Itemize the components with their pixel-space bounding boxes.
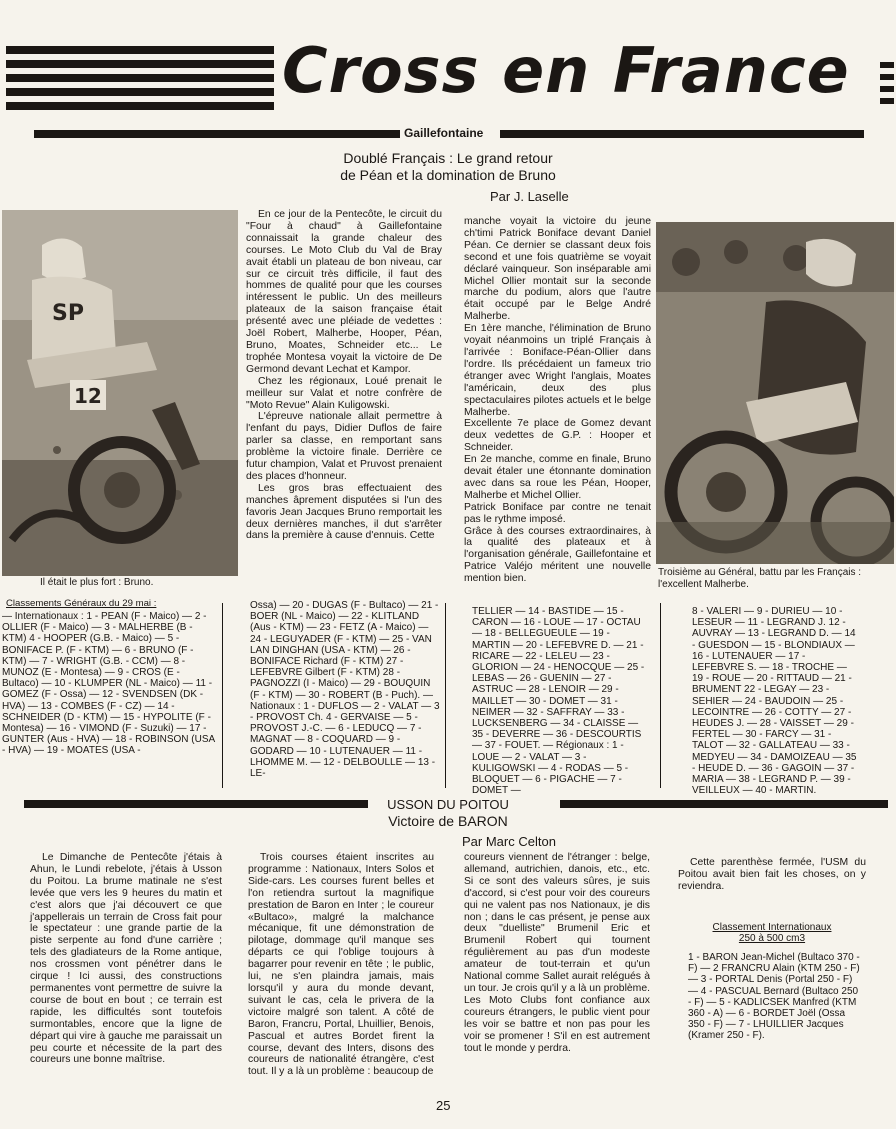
article1-column-1: En ce jour de la Pentecôte, le circuit du "Four à chaud" à Gaillefontaine connaissait la grande chaleur des courses. Le Moto Club du Val de Bray avait établi un plateau de bon niveau, car sur ce circuit très difficile, il faut des hommes de qualité pour que les courses intéressent le public. Un des meilleurs plateaux de la saison française était présenté avec une pléiade de vedettes : Joël Robert, Malherbe, Hooper, Péan, Bruno, Moates, Schneider etc... Le trophée Montesa voyait la victoire de De Germond devant Lechat et Kampor. Chez les régionaux, Loué prenait le meilleur sur Valat et notre confrère de "Moto Revue" Alain Kuligowski. L'épreuve nationale allait permettre à l'enfant du pays, Didier Duflos de faire parler sa classe, en remportant sans problème la victoire finale. Derrière ce futur champion, Valat et Pruvost prenaient des places d'honneur. Les gros bras effectuaient des manches âprement disputées si l'un des favoris Jean Jacques Bruno remportait les deux dernières manches, il dut s'arrêter dans la première à cause d'ennuis. Cette: [246, 209, 442, 542]
article1-location: Gaillefontaine: [400, 126, 487, 140]
article2-headline: Victoire de BARON: [388, 813, 508, 829]
photo-malherbe-caption: Troisième au Général, battu par les Français : l'excellent Malherbe.: [658, 567, 862, 590]
page-number: 25: [436, 1098, 451, 1113]
results1-column-4: 8 - VALERI — 9 - DURIEU — 10 - LESEUR — 11 - LEGRAND J. 12 - AUVRAY — 13 - LEGRAND D. — 14 - GUESDON — 15 - BLONDIAUX — 16 - LUTENAUER — 17 - LEFEBVRE S. — 18 - TROCHE — 19 - ROUE — 20 - RITTAUD — 21 - BRUMENT 22 - LEGAY — 23 - SEHIER — 24 - BAUDOIN — 25 - LECOINTRE — 26 - COTTY — 27 - HEUDES J. — 28 - VAISSET — 29 - FERTEL — 30 - FARCY — 31 - TALOT — 32 - GALLATEAU — 33 - MEDYEU — 34 - DAMOIZEAU — 35 - HEUDE D. — 36 - GAGOIN — 37 - MARIA — 38 - LEGRAND P. — 39 - VEILLEUX — 40 - MARTIN.: [692, 606, 857, 797]
section-rule-left: [24, 800, 368, 808]
article2-column-1: Le Dimanche de Pentecôte j'étais à Ahun, le Lundi rebelote, j'étais à Usson du Poitou. La brume matinale ne s'est levée que vers les 9 heures du matin et c'est alors que j'ai découvert ce que j'appellerais un terrain de Cross fait pour le spectateur : une grande partie de la piste serpente au fond d'une carrière ; tels des gladiateurs de la Rome antique, nos crossmen vont pénétrer dans le cirque ! Ici aussi, des constructions permanentes vont permettre de suivre la course de bout en bout ; ce terrain est rapide, les difficultés sont toutefois surmontables, encore que la ligne de départ qui vire à gauche me paraissait un peu courte et nécessite de la part des coureurs une bonne maîtrise.: [30, 852, 222, 1066]
svg-text:SP: SP: [52, 301, 84, 326]
article2-column-3: coureurs viennent de l'étranger : belge, allemand, autrichien, danois, etc., etc. Si ce sont des valeurs sûres, je suis d'accord, si c'est pour voir des coureurs qui ne valent pas nos Nationaux, je dis non ; dans le cas présent, je pense aux deux "duelliste" Brumenil Eric et Brumenil Robert qui tournent régulièrement au pas d'un modeste amateur de tout-terrain et qu'un National comme Sallet aurait relégués à un tour. Je crois qu'il y a là un problème. Les Moto Clubs font confiance aux coureurs étrangers, le public vient pour les voir se battre et non pas pour les voir se promener ! S'il en est autrement tout le monde y perdra.: [464, 852, 650, 1054]
photo-bruno-caption: Il était le plus fort : Bruno.: [40, 577, 154, 588]
results1-column-1: — Internationaux : 1 - PEAN (F - Maico) — 2 - OLLIER (F - Maico) — 3 - MALHERBE (B - KTM) 4 - HOOPER (G.B. - Maico) — 5 - BONIFACE P. (F - KTM) — 6 - BRUNO (F - KTM) — 7 - WRIGHT (G.B. - CCM) — 8 - MUNOZ (E - Montesa) — 9 - CROS (E - Bultaco) — 10 - KLUMPER (NL - Maico) — 11 - GOMEZ (F - Ossa) — 12 - SVENDSEN (DK - HVA) — 13 - COMBES (F - CZ) — 14 - SCHNEIDER (D - KTM) — 15 - HYPOLITE (F - Montesa) — 16 - VIMOND (F - Suzuki) — 17 - GUNTER (Aus - HVA) — 18 - ROBINSON (USA - HVA) — 19 - MOATES (USA -: [2, 611, 215, 757]
article1-byline: Par J. Laselle: [490, 189, 569, 204]
section-rule-right: [500, 130, 864, 138]
article2-results-heading: Classement Internationaux 250 à 500 cm3: [712, 922, 832, 945]
article2-byline: Par Marc Celton: [462, 834, 556, 849]
column-rule: [222, 603, 223, 788]
masthead-title: Cross en France: [282, 34, 850, 107]
results1-column-3: TELLIER — 14 - BASTIDE — 15 - CARON — 16 - LOUE — 17 - OCTAU — 18 - BELLEGUEULE — 19 - MARTIN — 20 - LEFEBVRE D. — 21 - RICARE — 22 - LELEU — 23 - GLORION — 24 - HENOCQUE — 25 - LEBAS — 26 - GUENIN — 27 - ASTRUC — 28 - LENOIR — 29 - MAILLET — 30 - DOMET — 31 - NEIMER — 32 - SAFFRAY — 33 - LUCKSENBERG — 34 - CLAISSE — 35 - DEVERRE — 36 - DESCOURTIS — 37 - FOUET. — Régionaux : 1 - LOUE — 2 - VALAT — 3 - KULIGOWSKI — 4 - RODAS — 5 - BLOQUET — 6 - PIGACHE — 7 - DOMET —: [472, 606, 645, 797]
results1-heading: Classements Généraux du 29 mai :: [6, 598, 157, 609]
article2-results: 1 - BARON Jean-Michel (Bultaco 370 - F) — 2 FRANCRU Alain (KTM 250 - F) — 3 - PORTAL Denis (Portal 250 - F) — 4 - PASCUAL Bernard (Bultaco 250 - F) — 5 - KADLICSEK Manfred (KTM 360 - A) — 6 - BORDET Joël (Ossa 350 - F) — 7 - LHUILLIER Jacques (Kramer 250 - F).: [688, 952, 860, 1042]
results1-column-2: Ossa) — 20 - DUGAS (F - Bultaco) — 21 - BOER (NL - Maico) — 22 - KLITLAND (Aus - KTM) — 23 - FETZ (A - Maico) — 24 - LEGUYADER (F - KTM) — 25 - VAN LAN DINGHAN (USA - KTM) — 26 - BONIFACE Richard (F - KTM) 27 - LEFEBVRE Gilbert (F - KTM) 28 - PAGNOZZI (I - Maico) — 29 - BOUQUIN (F - KTM) — 30 - ROBERT (B - Puch). — Nationaux : 1 - DUFLOS — 2 - VALAT — 3 - PROVOST Ch. 4 - GERVAISE — 5 - PROVOST J.-C. — 6 - LEDUCQ — 7 - MAGNAT — 8 - COQUARD — 9 - GODARD — 10 - LUTENAUER — 11 - LHOMME M. — 12 - DELBOULLE — 13 - LE-: [250, 600, 440, 780]
section-rule-left: [34, 130, 402, 138]
section-rule-right: [560, 800, 888, 808]
column-rule: [660, 603, 661, 788]
svg-text:12: 12: [74, 384, 102, 408]
masthead-stripes-left: [6, 46, 274, 112]
article2-column-4: Cette parenthèse fermée, l'USM du Poitou avait bien fait les choses, on y reviendra.: [678, 857, 866, 892]
photo-bruno: [2, 210, 238, 576]
article2-location: USSON DU POITOU: [387, 797, 509, 812]
article1-headline: Doublé Français : Le grand retour de Péan et la domination de Bruno: [340, 150, 556, 183]
photo-malherbe: [656, 222, 894, 564]
article2-column-2: Trois courses étaient inscrites au programme : Nationaux, Inters Solos et Side-cars. Les courses furent belles et l'on retiendra surtout la magnifique prestation de Baron en Inter ; le coureur «Bultaco», malgré la malchance mécanique, fit une démonstration de pilotage, dommage qu'il manque ses départs ce qui l'oblige toujours à bagarrer pour revenir en tête ; le public, lui, ne s'en plaindra jamais, mais lorsqu'il y aura du monde devant, suivant le cas, cela le privera de la victoire malgré son talent. A côté de Baron, Francru, Portal, Lhuillier, Benois, Pascual et autres Bordet firent la course, devant des Inters, disons des coureurs de nationalité étrangère, c'est tout. Il y a là un problème : beaucoup de: [248, 852, 434, 1078]
column-rule: [445, 603, 446, 788]
article1-column-2: manche voyait la victoire du jeune ch'timi Patrick Boniface devant Daniel Péan. Ce dernier se classant deux fois second et une fois quatrième se voyait déclaré vainqueur. Son inséparable ami Michel Ollier montait sur la seconde marche du podium, alors que l'autre était occupé par le Belge André Malherbe. En 1ère manche, l'élimination de Bruno voyait néanmoins un triplé Français à l'arrivée : Boniface-Péan-Ollier dans l'ordre. Ils précédaient un fameux trio étranger avec Wright l'anglais, Moates l'américain, deux des plus spectaculaires pilotes actuels et le belge Malherbe. Excellente 7e place de Gomez devant deux vedettes de G.P. : Hooper et Schneider. En 2e manche, comme en finale, Bruno devait étaler une étonnante domination avec dans sa roue les Péan, Hooper, Malherbe et Michel Ollier. Patrick Boniface par contre ne tenait pas le rythme imposé. Grâce à des courses extraordinaires, à la qualité des plateaux et à l'organisation générale, Gaillefontaine et Patrice Valéjo méritent une nouvelle mention bien.: [464, 216, 651, 585]
masthead-stripes-right: [880, 62, 894, 110]
